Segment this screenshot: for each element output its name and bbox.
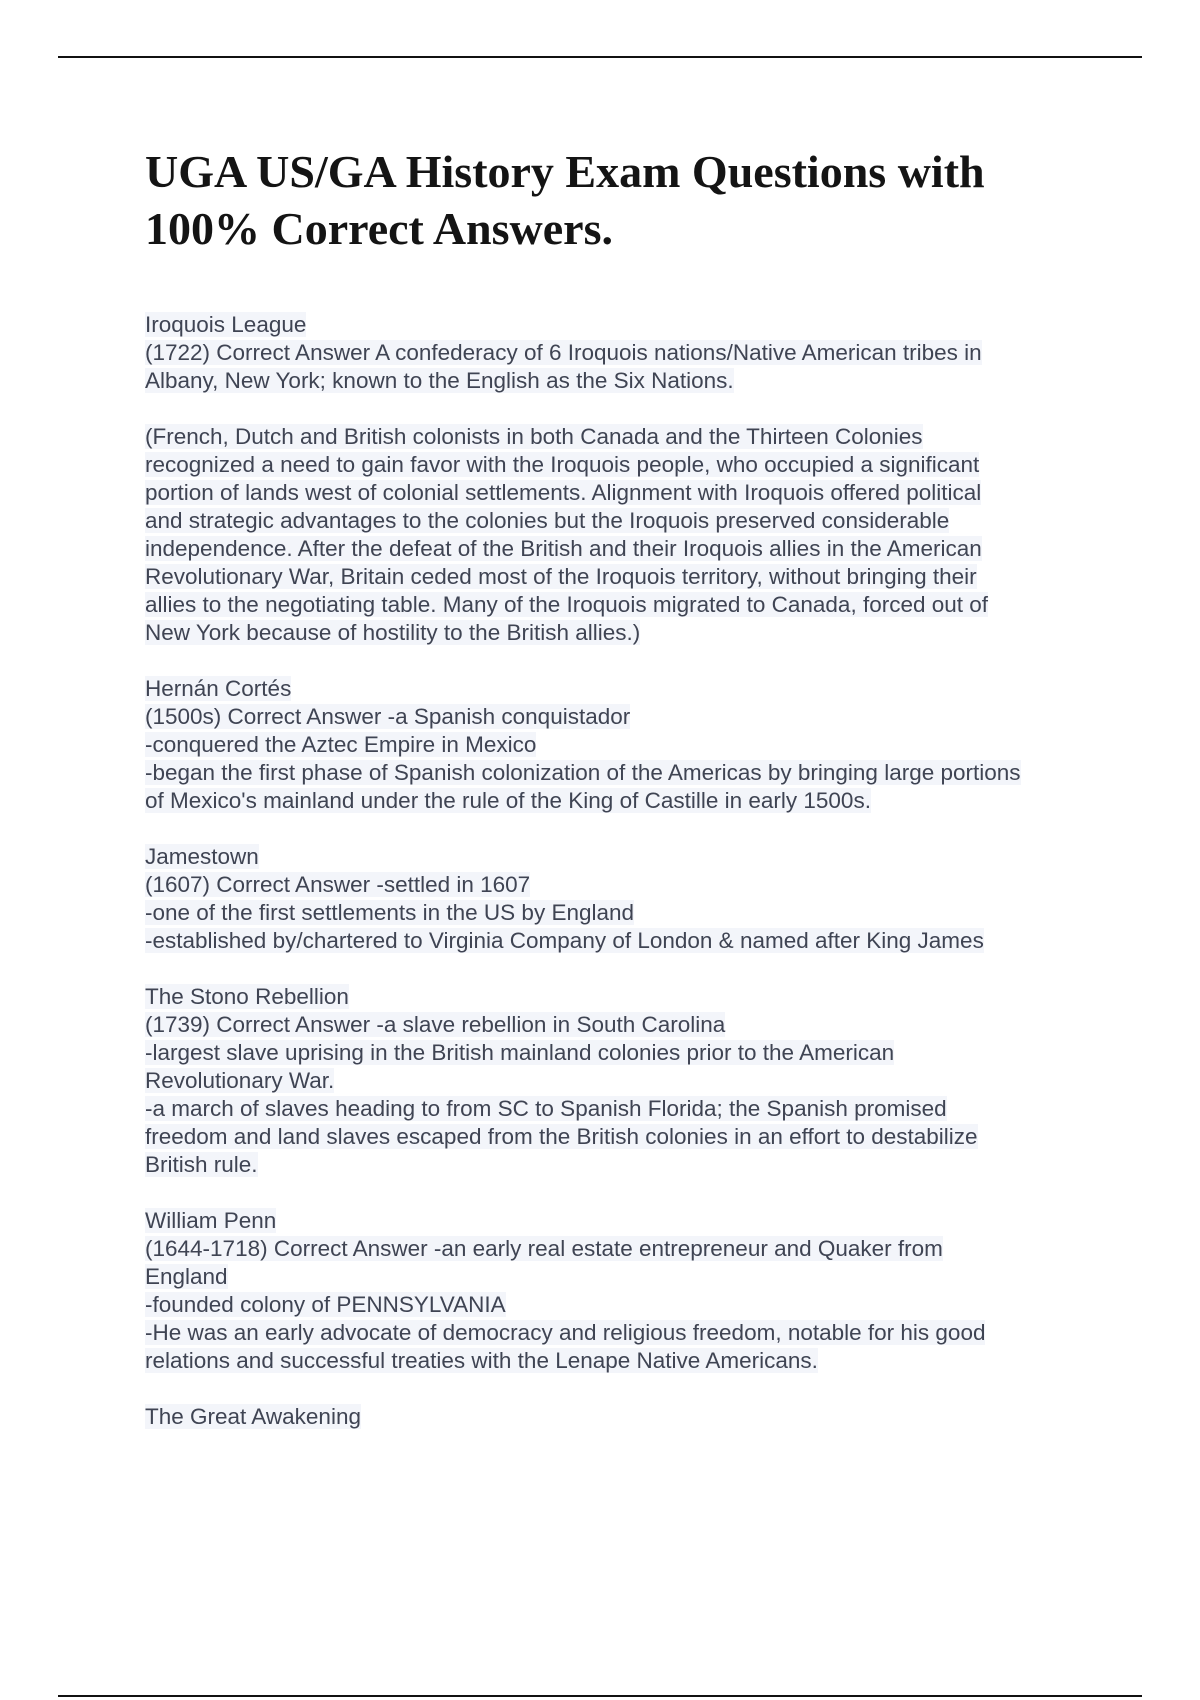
entry-text-line: independence. After the defeat of the British and their Iroquois allies in the American [145,536,982,561]
entry-text-line: England [145,1264,228,1289]
entry-text-line: and strategic advantages to the colonies but the Iroquois preserved considerable [145,508,950,533]
entry-text-line: New York because of hostility to the British allies.) [145,620,641,645]
entry-text-line: -He was an early advocate of democracy and religious freedom, notable for his good [145,1320,986,1345]
entry-text-line: -founded colony of PENNSYLVANIA [145,1292,506,1317]
page-title-line-1: UGA US/GA History Exam Questions with [145,146,985,197]
entry-text-line: allies to the negotiating table. Many of the Iroquois migrated to Canada, forced out of [145,592,989,617]
entry-text-line: portion of lands west of colonial settlements. Alignment with Iroquois offered political [145,480,982,505]
page-title-line-2: 100% Correct Answers. [145,203,613,254]
entry-text-line: -a march of slaves heading to from SC to Spanish Florida; the Spanish promised [145,1096,947,1121]
entry-text-line: -established by/chartered to Virginia Company of London & named after King James [145,928,984,953]
entry-text-line: (1607) Correct Answer -settled in 1607 [145,872,531,897]
qa-entry [145,311,1125,395]
entry-term: William Penn [145,1208,277,1233]
entry-text-line: relations and successful treaties with the Lenape Native Americans. [145,1348,818,1373]
entry-text-line: (1739) Correct Answer -a slave rebellion in South Carolina [145,1012,726,1037]
page-title [145,143,1105,257]
entry-text-line: freedom and land slaves escaped from the British colonies in an effort to destabilize [145,1124,978,1149]
entry-text-line: -one of the first settlements in the US by England [145,900,635,925]
entry-text-line: recognized a need to gain favor with the Iroquois people, who occupied a significant [145,452,980,477]
qa-entry [145,675,1125,815]
entry-term: Iroquois League [145,312,307,337]
entry-term: The Stono Rebellion [145,984,349,1009]
qa-entry [145,1403,1125,1431]
qa-entry [145,843,1125,955]
qa-entry [145,423,1125,647]
entry-text-line: -conquered the Aztec Empire in Mexico [145,732,537,757]
entry-term: The Great Awakening [145,1404,361,1429]
qa-entry [145,983,1125,1179]
footer-rule [58,1695,1142,1697]
entry-text-line: (1500s) Correct Answer -a Spanish conquistador [145,704,631,729]
entry-text-line: of Mexico's mainland under the rule of the King of Castille in early 1500s. [145,788,871,813]
entry-term: Jamestown [145,844,259,869]
header-rule [58,56,1142,58]
entry-text-line: (1644-1718) Correct Answer -an early real estate entrepreneur and Quaker from [145,1236,943,1261]
entry-text-line: Albany, New York; known to the English as the Six Nations. [145,368,734,393]
entry-text-line: -largest slave uprising in the British mainland colonies prior to the American [145,1040,895,1065]
entry-text-line: -began the first phase of Spanish colonization of the Americas by bringing large portions [145,760,1021,785]
qa-entry [145,1207,1125,1375]
document-body [145,311,1125,1459]
entry-text-line: British rule. [145,1152,258,1177]
entry-text-line: (1722) Correct Answer A confederacy of 6 Iroquois nations/Native American tribes in [145,340,982,365]
entry-text-line: (French, Dutch and British colonists in both Canada and the Thirteen Colonies [145,424,923,449]
entry-text-line: Revolutionary War, Britain ceded most of the Iroquois territory, without bringing their [145,564,977,589]
entry-text-line: Revolutionary War. [145,1068,335,1093]
entry-term: Hernán Cortés [145,676,292,701]
